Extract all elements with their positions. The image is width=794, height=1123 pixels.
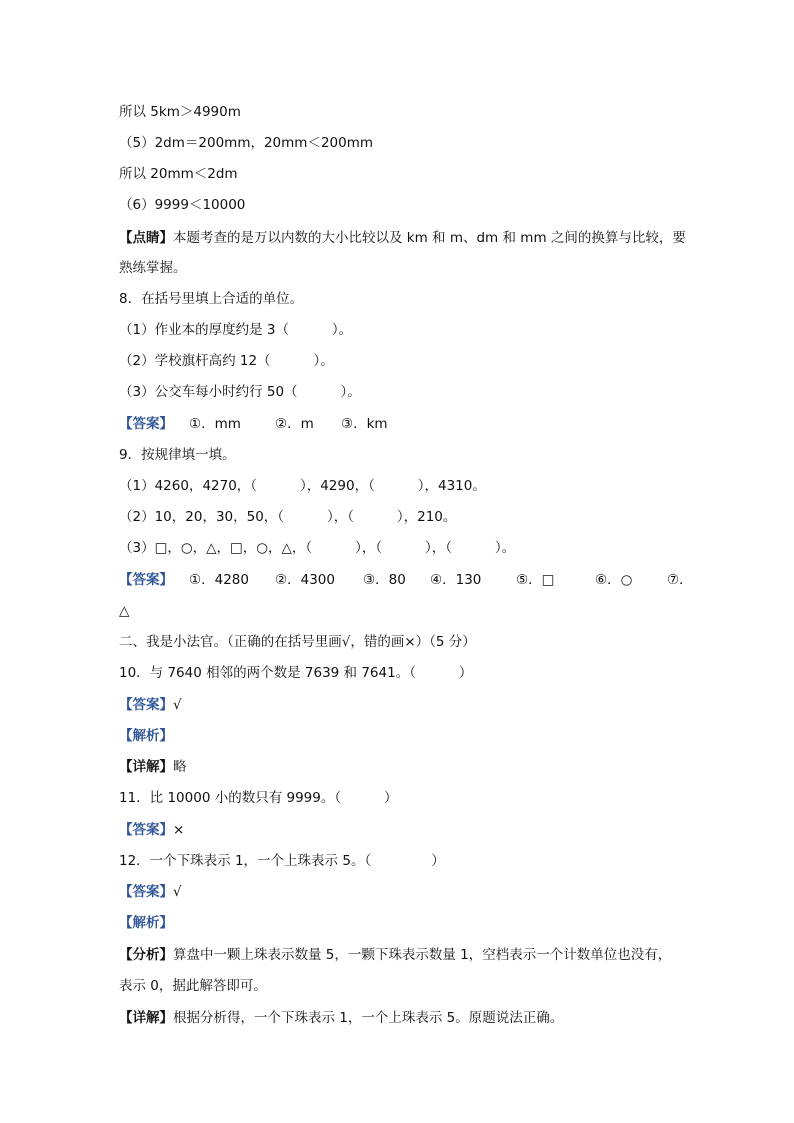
question-9: 9．按规律填一填。 [119, 447, 236, 463]
text-line: 熟练掌握。 [119, 260, 187, 276]
question-9-part-2: （2）10，20，30，50，（ ），（ ），210。 [119, 509, 457, 525]
answer-value: √ [173, 884, 182, 900]
answer-value: √ [173, 697, 182, 713]
answer-item: ⑦． [667, 572, 693, 588]
answer-tag: 【答案】 [119, 572, 173, 588]
question-8-part-1: （1）作业本的厚度约是 3（ ）。 [119, 322, 353, 338]
text-line: （5）2dm＝200mm，20mm＜200mm [119, 135, 374, 151]
question-8-part-2: （2）学校旗杆高约 12（ ）。 [119, 353, 334, 369]
comment-tag: 【点睛】 [119, 230, 173, 246]
question-9-answer [119, 570, 719, 590]
analysis-tag: 【解析】 [119, 728, 173, 744]
question-11-answer [119, 820, 184, 840]
detail-text: 略 [173, 759, 187, 775]
answer-tag: 【答案】 [119, 416, 173, 432]
question-8: 8．在括号里填上合适的单位。 [119, 291, 304, 307]
answer-tag: 【答案】 [119, 697, 173, 713]
text-line: 所以 5km＞4990m [119, 104, 241, 120]
question-8-part-3: （3）公交车每小时约行 50（ ）。 [119, 384, 361, 400]
answer-item: ①．mm [189, 416, 241, 432]
question-10: 10．与 7640 相邻的两个数是 7639 和 7641。（ ） [119, 665, 473, 681]
answer-item: ⑤．□ [516, 572, 555, 588]
comment-text: 本题考查的是万以内数的大小比较以及 km 和 m、dm 和 mm 之间的换算与比较，要 [173, 230, 686, 246]
analysis-tag: 【解析】 [119, 915, 173, 931]
section-2-heading: 二、我是小法官。（正确的在括号里画√，错的画×）（5 分） [119, 634, 476, 650]
answer-tag: 【答案】 [119, 884, 173, 900]
answer-item: ④．130 [430, 572, 482, 588]
text-line: 所以 20mm＜2dm [119, 166, 238, 182]
question-9-part-3: （3）□，○，△，□，○，△，（ ），（ ），（ ）。 [119, 540, 516, 556]
answer-item: ⑥．○ [595, 572, 633, 588]
analysis-text: 算盘中一颗上珠表示数量 5，一颗下珠表示数量 1，空档表示一个计数单位也没有， [173, 947, 672, 963]
detail-tag: 【详解】 [119, 1010, 173, 1026]
answer-value: × [173, 822, 185, 838]
analysis-line [119, 945, 671, 965]
question-10-answer [119, 695, 182, 715]
answer-item: ③．km [341, 416, 388, 432]
detail-text: 根据分析得，一个下珠表示 1，一个上珠表示 5。原题说法正确。 [173, 1010, 564, 1026]
question-9-part-1: （1）4260，4270，（ ），4290，（ ），4310。 [119, 478, 486, 494]
question-11: 11．比 10000 小的数只有 9999。（ ） [119, 790, 398, 806]
analysis-label: 【分析】 [119, 947, 173, 963]
question-8-answer [119, 414, 719, 434]
comment-line [119, 228, 686, 248]
answer-item: ③．80 [363, 572, 406, 588]
answer-item: ②．m [275, 416, 314, 432]
detail-line [119, 757, 187, 777]
answer-continuation: △ [119, 603, 130, 619]
detail-tag: 【详解】 [119, 759, 173, 775]
answer-item: ②．4300 [275, 572, 335, 588]
answer-item: ①．4280 [189, 572, 249, 588]
question-12: 12．一个下珠表示 1，一个上珠表示 5。（ ） [119, 853, 445, 869]
analysis-line-continued: 表示 0，据此解答即可。 [119, 978, 267, 994]
text-line: （6）9999＜10000 [119, 197, 246, 213]
question-12-answer [119, 882, 182, 902]
detail-line [119, 1008, 563, 1028]
answer-tag: 【答案】 [119, 822, 173, 838]
